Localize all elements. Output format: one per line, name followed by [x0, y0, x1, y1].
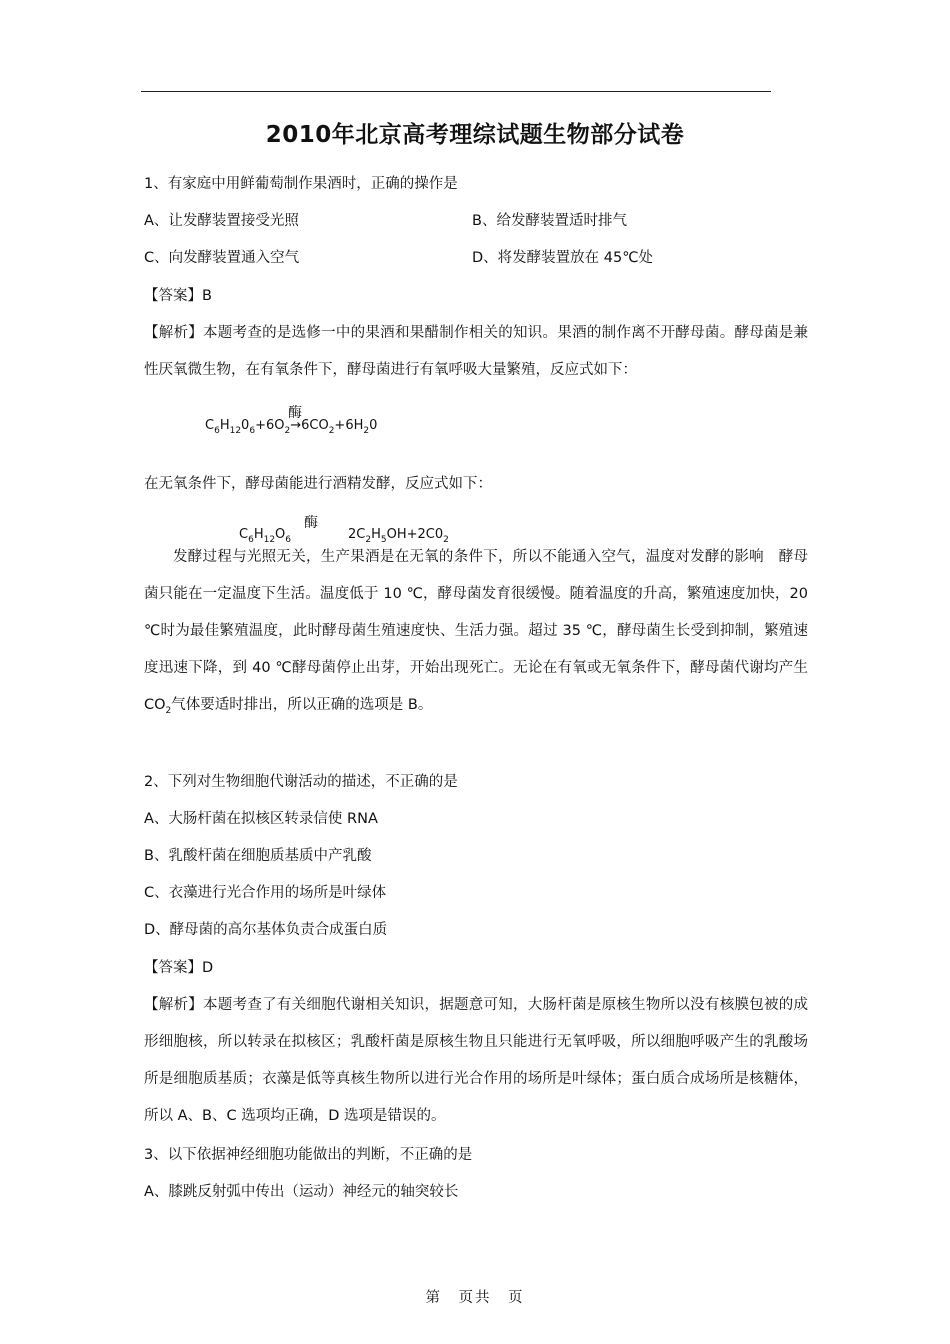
enzyme-label-aerobic: 酶: [288, 405, 302, 421]
q1-analysis-3-end: 气体要适时排出，所以正确的选项是 B。: [171, 697, 433, 713]
aerobic-equation: $C_6H_{12}0_6+6O_2\to 6CO_2+6H_20$: [205, 418, 378, 436]
q2-option-c: C、衣藻进行光合作用的场所是叶绿体: [144, 885, 387, 901]
q1-option-c: C、向发酵装置通入空气: [144, 250, 300, 266]
question-3: 3、以下依据神经细胞功能做出的判断，不正确的是: [144, 1147, 473, 1163]
page-footer: 第 页共 页: [425, 1290, 525, 1306]
q1-analysis-1: 【解析】本题考查的是选修一中的果酒和果醋制作相关的知识。果酒的制作离不开酵母菌。酵母菌是兼性厌氧微生物，在有氧条件下，酵母菌进行有氧呼吸大量繁殖，反应式如下：: [144, 325, 808, 378]
q1-option-d: D、将发酵装置放在 45℃处: [472, 250, 654, 266]
q3-option-a: A、膝跳反射弧中传出（运动）神经元的轴突较长: [144, 1184, 459, 1200]
q1-option-b: B、给发酵装置适时排气: [472, 213, 627, 229]
q2-answer: 【答案】D: [144, 960, 214, 976]
q1-answer: 【答案】B: [144, 288, 212, 304]
q1-analysis-2: 在无氧条件下，酵母菌能进行酒精发酵，反应式如下：: [144, 476, 492, 492]
question-1: 1、有家庭中用鲜葡萄制作果酒时，正确的操作是: [144, 176, 458, 192]
anaerobic-products: $2C_2H_5OH+2C0_2$: [348, 527, 449, 545]
enzyme-label-anaerobic: 酶: [304, 515, 318, 531]
q2-analysis: 【解析】本题考查了有关细胞代谢相关知识，据题意可知，大肠杆菌是原核生物所以没有核膜包被的成形细胞核，所以转录在拟核区；乳酸杆菌是原核生物且只能进行无氧呼吸，所以细胞呼吸产生的乳酸场所是细胞质基质；衣藻是低等真核生物所以进行光合作用的场所是叶绿体；蛋白质合成场所是核糖体，所以 A、B、C 选项均正确，D 选项是错误的。: [144, 997, 808, 1124]
q1-analysis-3-text: 发酵过程与光照无关，生产果酒是在无氧的条件下，所以不能通入空气，温度对发酵的影响 酵母菌只能在一定温度下生活。温度低于 10 ℃，酵母菌发育很缓慢。随着温度的升高，繁殖速度加快，20 ℃时为最佳繁殖温度，此时酵母菌生殖速度快、生活力强。超过 35 ℃，酵母菌生长受到抑制，繁殖速度迅速下降，到 40 ℃酵母菌停止出芽，开始出现死亡。无论在有氧或无氧条件下，酵母菌代谢均产生 CO: [144, 549, 808, 713]
q1-option-a: A、让发酵装置接受光照: [144, 213, 299, 229]
q2-option-d: D、酵母菌的高尔基体负责合成蛋白质: [144, 922, 388, 938]
q1-analysis-3: 发酵过程与光照无关，生产果酒是在无氧的条件下，所以不能通入空气，温度对发酵的影响 酵母菌只能在一定温度下生活。温度低于 10 ℃，酵母菌发育很缓慢。随着温度的升高，繁殖速度加快，20 ℃时为最佳繁殖温度，此时酵母菌生殖速度快、生活力强。超过 35 ℃，酵母菌生长受到抑制，繁殖速度迅速下降，到 40 ℃酵母菌停止出芽，开始出现死亡。无论在有氧或无氧条件下，酵母菌代谢均产生 $CO_2$气体要适时排出，所以正确的选项是 B。: [144, 549, 808, 716]
question-2: 2、下列对生物细胞代谢活动的描述，不正确的是: [144, 774, 458, 790]
page-title: 2010年北京高考理综试题生物部分试卷: [265, 122, 685, 148]
q2-option-b: B、乳酸杆菌在细胞质基质中产乳酸: [144, 848, 372, 864]
header-rule: [141, 91, 771, 92]
q2-option-a: A、大肠杆菌在拟核区转录信使 RNA: [144, 811, 378, 827]
anaerobic-reactant: $C_6H_{12}O_6$: [239, 527, 292, 545]
